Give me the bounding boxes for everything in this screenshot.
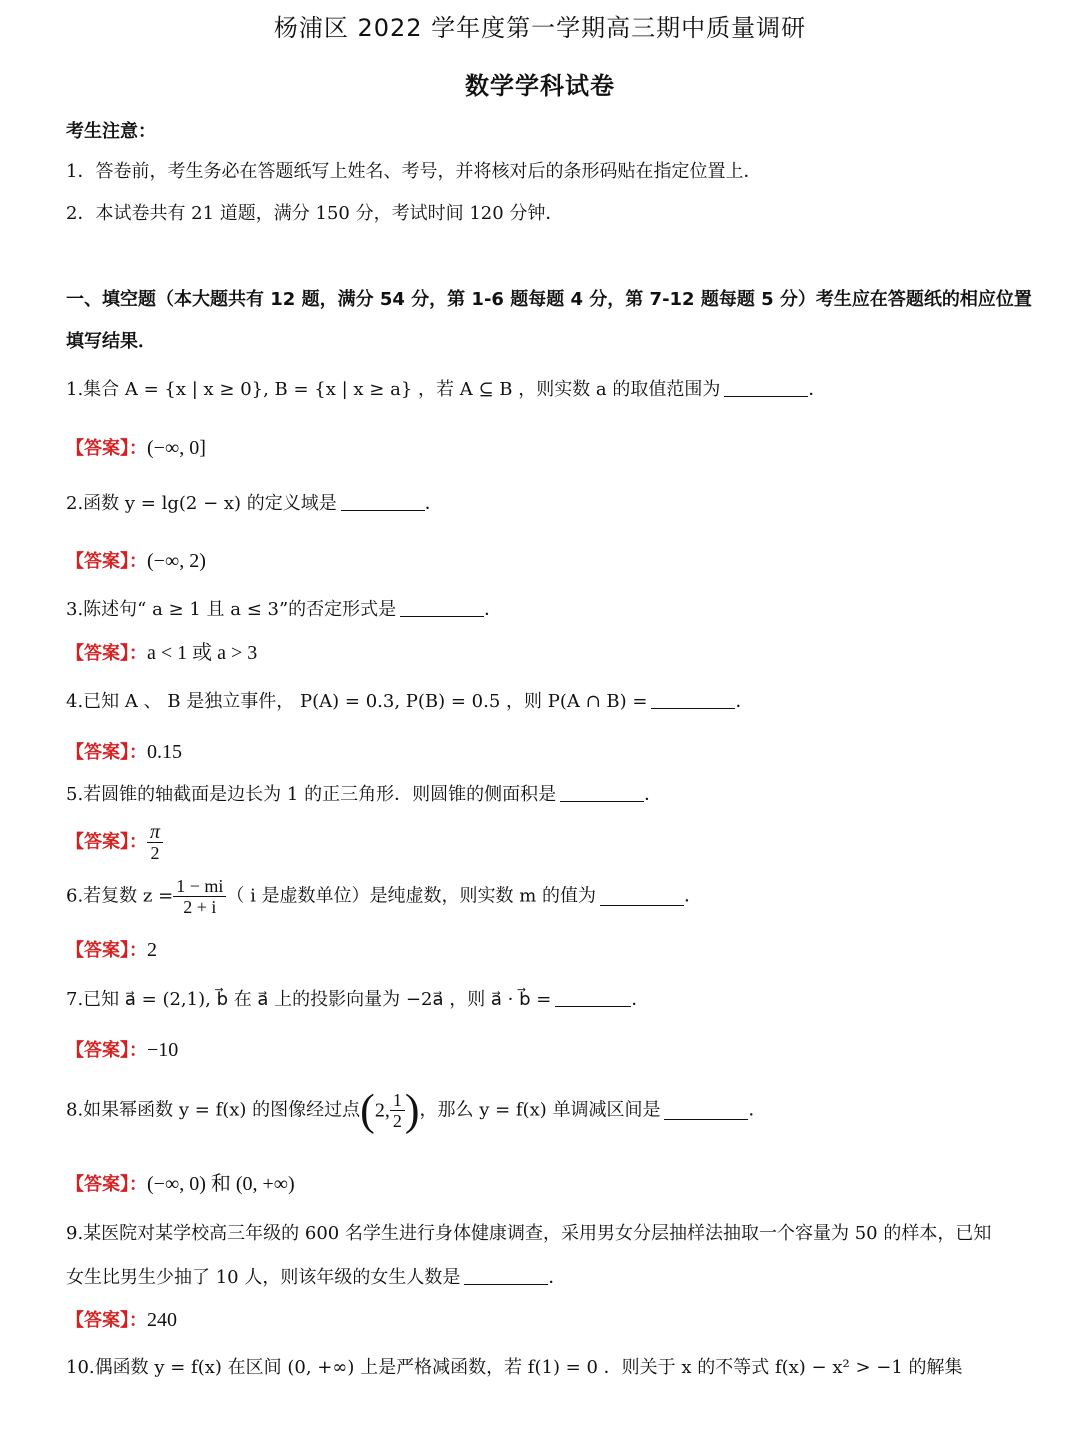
question-text: 9.某医院对某学校高三年级的 600 名学生进行身体健康调查，采用男女分层抽样法抽取一个容量为 50 的样本，已知: [66, 1223, 992, 1244]
answer-label: 【答案】：: [66, 551, 147, 572]
question-text-cont: 女生比男生少抽了 10 人，则该年级的女生人数是: [66, 1267, 461, 1288]
answer-label: 【答案】：: [66, 831, 147, 853]
question-text: 7.已知 a⃗ = (2,1), b⃗ 在 a⃗ 上的投影向量为 −2a⃗ ，则 a⃗ · b⃗ =: [66, 989, 552, 1010]
notice-item: 1．答卷前，考生务必在答题纸写上姓名、考号，并将核对后的条形码贴在指定位置上．: [66, 161, 762, 182]
end-mark: ．: [808, 379, 827, 400]
end-mark: ．: [631, 989, 650, 1010]
fraction-denominator: 2: [392, 1111, 402, 1131]
answer-blank: [664, 1101, 748, 1120]
answer-2: [66, 549, 1026, 574]
end-mark: ．: [484, 599, 503, 620]
paren-close: ): [404, 1085, 420, 1135]
end-mark: ．: [684, 885, 703, 907]
question-text: 3.陈述句“ a ≥ 1 且 a ≤ 3”的否定形式是: [66, 599, 397, 620]
section-heading-cont: 填写结果．: [66, 331, 156, 352]
paren-open: (: [360, 1085, 375, 1135]
question-text: 5.若圆锥的轴截面是边长为 1 的正三角形．则圆锥的侧面积是: [66, 784, 557, 805]
answer-label: 【答案】：: [66, 1174, 147, 1195]
question-text: 1.集合 A = {x | x ≥ 0}, B = {x | x ≥ a} ，若 A ⊆ B ，则实数 a 的取值范围为: [66, 379, 721, 400]
answer-label: 【答案】：: [66, 438, 147, 459]
answer-label: 【答案】：: [66, 643, 147, 664]
end-mark: ．: [735, 691, 754, 712]
fraction-denominator: 2 + i: [183, 897, 217, 917]
question-6: [66, 876, 1026, 917]
answer-6: [66, 938, 1026, 963]
answer-blank: [400, 598, 484, 617]
end-mark: ．: [644, 784, 663, 805]
question-9-cont: [66, 1266, 1026, 1290]
answer-blank: [560, 783, 644, 802]
section-heading: 一、填空题（本大题共有 12 题，满分 54 分，第 1-6 题每题 4 分，第 7-12 题每题 5 分）考生应在答题纸的相应位置: [66, 289, 1032, 310]
point-x: 2,: [374, 1099, 390, 1122]
end-mark: ．: [748, 1099, 767, 1121]
answer-value: a < 1 或 a > 3: [147, 642, 258, 664]
question-2: [66, 492, 1026, 516]
answer-5: [66, 822, 1026, 863]
answer-value: (−∞, 2): [147, 550, 206, 572]
question-text: 10.偶函数 y = f(x) 在区间 (0, +∞) 上是严格减函数，若 f(1) = 0 ．则关于 x 的不等式 f(x) − x² > −1 的解集: [66, 1357, 963, 1378]
question-8: [66, 1085, 1026, 1135]
answer-8: [66, 1172, 1026, 1197]
answer-blank: [341, 492, 425, 511]
fraction-numerator: 1 − mi: [173, 876, 226, 897]
fraction-numerator: 1: [390, 1090, 405, 1111]
end-mark: ．: [548, 1267, 567, 1288]
answer-blank: [651, 690, 735, 709]
question-9: [66, 1222, 1026, 1246]
question-text: 6.若复数 z =: [66, 885, 174, 907]
answer-blank: [724, 378, 808, 397]
answer-value: (−∞, 0]: [147, 437, 206, 459]
exam-subtitle: 数学学科试卷: [465, 72, 615, 100]
notice-item: 2．本试卷共有 21 道题，满分 150 分，考试时间 120 分钟．: [66, 203, 564, 224]
question-5: [66, 783, 1026, 807]
answer-label: 【答案】：: [66, 742, 147, 763]
answer-blank: [555, 988, 631, 1007]
end-mark: ．: [424, 493, 443, 514]
answer-value: (−∞, 0) 和 (0, +∞): [147, 1173, 295, 1195]
question-1: [66, 378, 1026, 402]
answer-7: [66, 1038, 1026, 1063]
question-text: 8.如果幂函数 y = f(x) 的图像经过点: [66, 1099, 361, 1121]
notice-heading: 考生注意：: [66, 121, 156, 142]
question-text-cont: （ i 是虚数单位）是纯虚数，则实数 m 的值为: [226, 885, 597, 907]
question-4: [66, 690, 1026, 714]
answer-9: [66, 1308, 1026, 1333]
fraction-numerator: π: [147, 822, 163, 843]
question-fraction: [173, 876, 226, 917]
answer-value: 0.15: [147, 741, 182, 763]
exam-title: 杨浦区 2022 学年度第一学期高三期中质量调研: [273, 14, 807, 42]
answer-value: 240: [147, 1309, 177, 1331]
answer-label: 【答案】：: [66, 1310, 147, 1331]
question-3: [66, 598, 1026, 622]
answer-4: [66, 740, 1026, 765]
answer-fraction: [147, 822, 163, 863]
answer-blank: [464, 1266, 548, 1285]
question-10: [66, 1356, 1026, 1380]
answer-3: [66, 641, 1026, 666]
answer-1: [66, 436, 1026, 461]
question-text: 2.函数 y = lg(2 − x) 的定义域是: [66, 493, 337, 514]
answer-value: 2: [147, 939, 157, 961]
question-text: 4.已知 A 、 B 是独立事件， P(A) = 0.3, P(B) = 0.5 ，则 P(A ∩ B) =: [66, 691, 648, 712]
question-text-cont: ，那么 y = f(x) 单调减区间是: [419, 1099, 661, 1121]
fraction-denominator: 2: [150, 843, 160, 863]
answer-label: 【答案】：: [66, 940, 147, 961]
answer-value: −10: [147, 1039, 179, 1061]
answer-label: 【答案】：: [66, 1040, 147, 1061]
question-fraction: [390, 1090, 405, 1131]
question-7: [66, 988, 1026, 1012]
answer-blank: [600, 887, 684, 906]
